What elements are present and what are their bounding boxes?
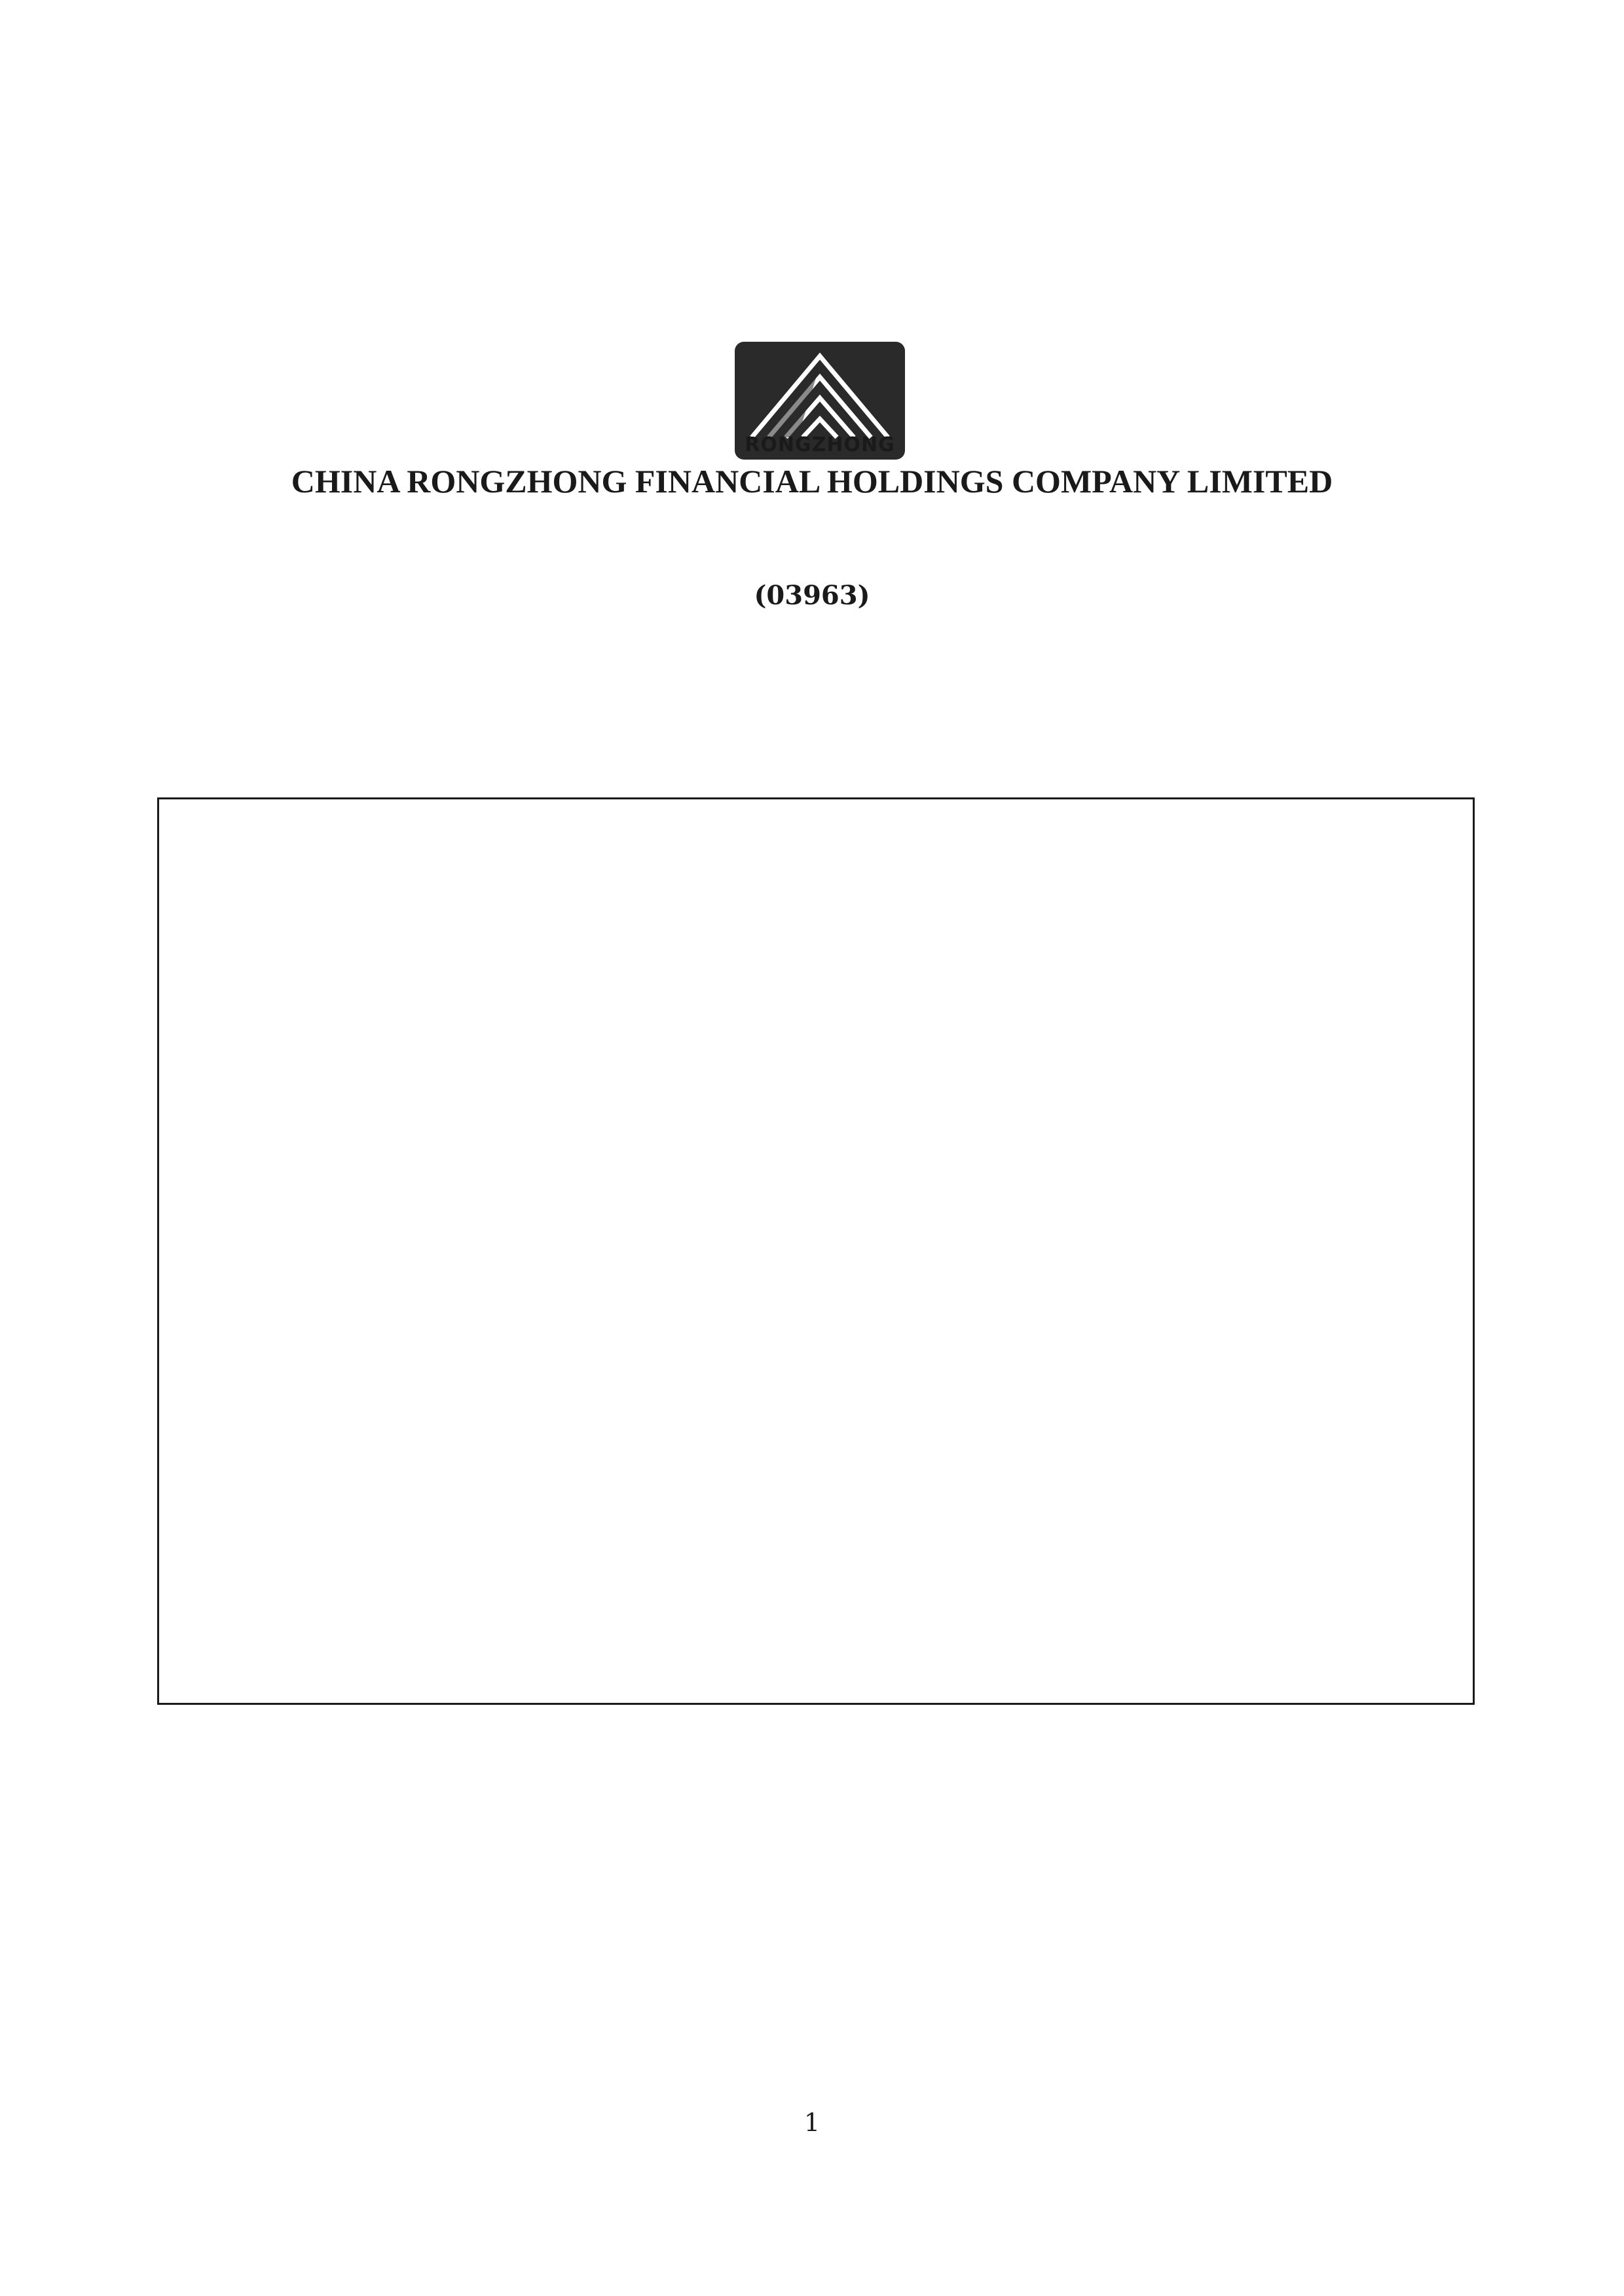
stock-code-value: 03963 [766,580,858,611]
logo-wordmark: RONGZHONG [745,433,895,456]
company-name-english: CHINA RONGZHONG FINANCIAL HOLDINGS COMPANY LIMITED [291,463,1333,500]
page-number: 1 [803,2108,821,2137]
summary-box [157,797,1475,1705]
stock-code: (03963) [754,580,870,611]
